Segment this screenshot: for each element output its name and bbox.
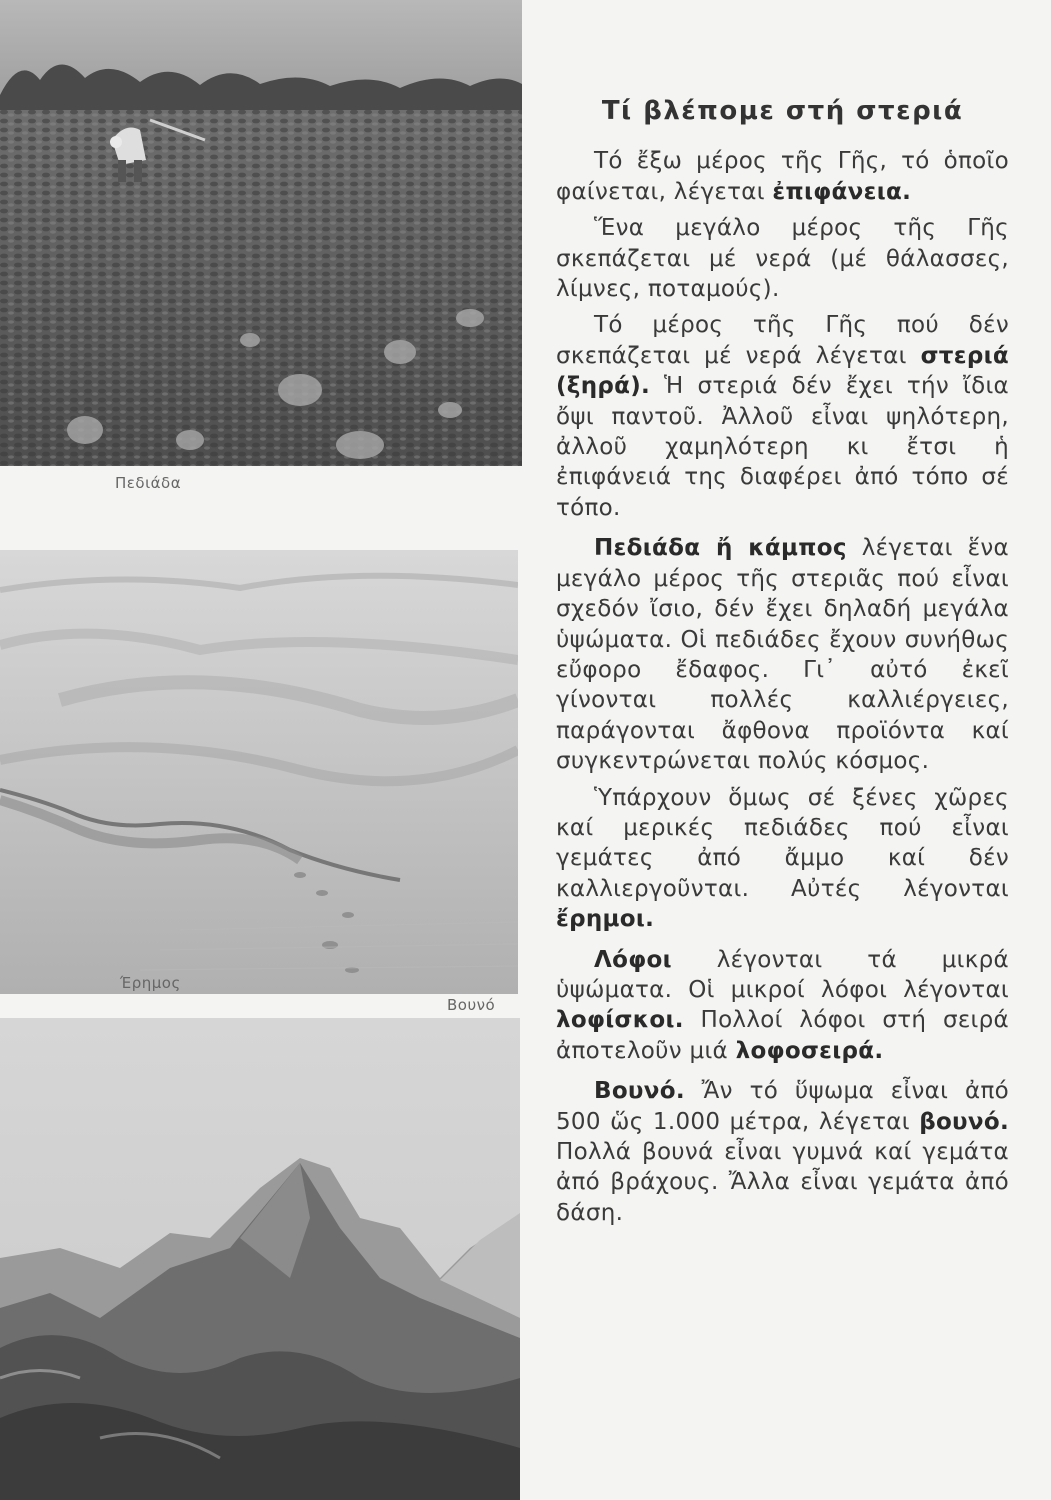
text-run: λέγεται ἕνα μεγάλο μέρος τῆς στεριᾶς πού εἶναι σχεδόν ἴσιο, δέν ἔχει δηλαδή μεγάλα ὑψώματα. Οἱ πεδιάδες ἔχουν συνήθως εὔφορο ἔδαφος. Γι᾽ αὐτό ἐκεῖ γίνονται πολλές καλλιέργειες, παράγονται ἄφθονα προϊόντα καί συγκεντρώνεται πολύς κόσμος. bbox=[556, 535, 1009, 775]
paragraph-desert bbox=[556, 783, 1009, 935]
text-run: Τό ἔξω μέρος τῆς Γῆς, τό ὁποῖο φαίνεται, λέγεται bbox=[556, 148, 1009, 205]
term-hills: Λόφοι bbox=[594, 946, 672, 973]
paragraph-land bbox=[556, 310, 1009, 523]
desert-photo bbox=[0, 550, 518, 994]
text-run: Ἕνα μεγάλο μέρος τῆς Γῆς σκεπάζεται μέ νερά (μέ θάλασσες, λίμνες, ποταμούς). bbox=[556, 215, 1009, 303]
term-surface: ἐπιφάνεια. bbox=[772, 178, 912, 205]
term-desert: ἔρημοι. bbox=[556, 906, 655, 933]
text-run: Τό μέρος τῆς Γῆς πού δέν σκεπάζεται μέ νερά λέγεται bbox=[556, 312, 1009, 369]
text-run: Ἡ στεριά δέν ἔχει τήν ἴδια ὄψι παντοῦ. Ἀλλοῦ εἶναι ψηλότερη, ἀλλοῦ χαμηλότερη κι ἔτσι ἡ ἐπιφάνειά της διαφέρει ἀπό τόπο σέ τόπο. bbox=[556, 373, 1009, 521]
article-title: Τί βλέπομε στή στεριά bbox=[601, 96, 964, 126]
paragraph-hills bbox=[556, 945, 1009, 1067]
mountain-photo bbox=[0, 1018, 520, 1500]
text-run: Ἄν τό ὕψωμα εἶναι ἀπό 500 ὥς 1.000 μέτρα, λέγεται bbox=[556, 1078, 1009, 1135]
text-run: Πολλά βουνά εἶναι γυμνά καί γεμάτα ἀπό βράχους. Ἄλλα εἶναι γεμάτα ἀπό δάση. bbox=[556, 1139, 1009, 1226]
term-mountain: Βουνό. bbox=[594, 1078, 685, 1105]
text-run: Ὑπάρχουν ὅμως σέ ξένες χῶρες καί μερικές πεδιάδες πού εἶναι γεμάτες ἀπό ἄμμο καί δέν καλλιεργοῦνται. Αὐτές λέγονται bbox=[556, 784, 1009, 902]
text-run: λέγονται τά μικρά ὑψώματα. Οἱ μικροί λόφοι λέγονται bbox=[556, 946, 1009, 1003]
term-mountain-2: βουνό. bbox=[919, 1108, 1009, 1135]
paragraph-water bbox=[556, 213, 1009, 304]
term-hillocks: λοφίσκοι. bbox=[556, 1007, 684, 1034]
paragraph-surface bbox=[556, 146, 1009, 207]
plain-photo bbox=[0, 0, 522, 466]
term-plain: Πεδιάδα ἤ κάμπος bbox=[594, 535, 847, 562]
text-run: Πολλοί λόφοι στή σειρά ἀποτελοῦν μιά bbox=[556, 1007, 1009, 1064]
paragraph-plain bbox=[556, 533, 1009, 776]
paragraph-mountain bbox=[556, 1076, 1009, 1228]
mountain-caption: Βουνό bbox=[447, 996, 496, 1014]
plain-caption: Πεδιάδα bbox=[115, 474, 182, 492]
desert-caption: Έρημος bbox=[120, 974, 181, 992]
article bbox=[556, 96, 1009, 1234]
term-hill-range: λοφοσειρά. bbox=[735, 1037, 884, 1064]
term-land: στεριά (ξηρά). bbox=[556, 342, 1009, 400]
